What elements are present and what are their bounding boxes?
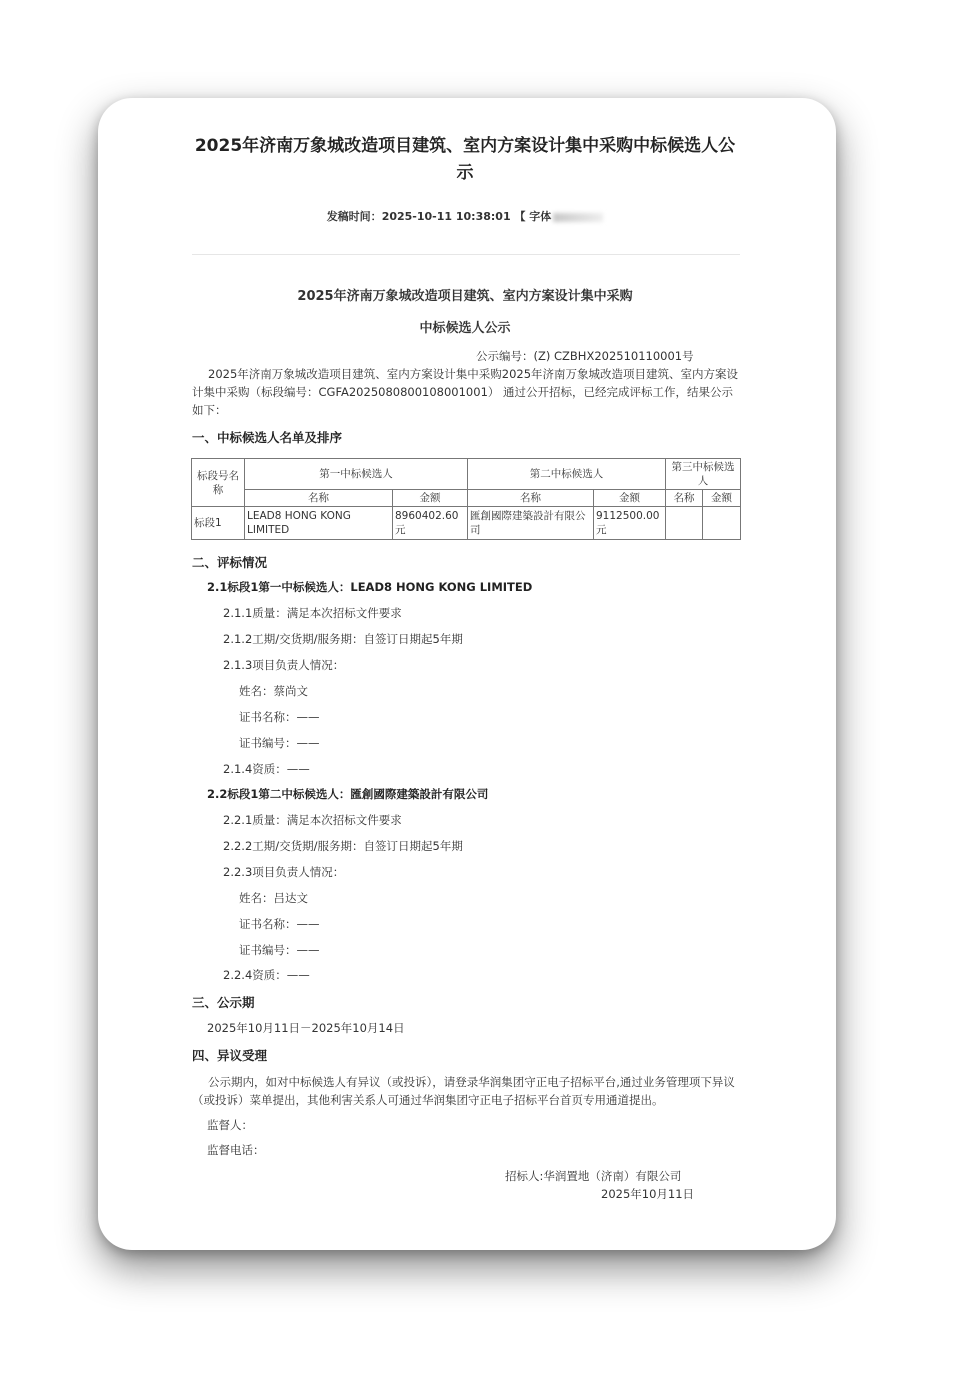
supervisor-label: 监督人： [207, 1118, 253, 1132]
objection-paragraph: 公示期内，如对中标候选人有异议（或投诉），请登录华润集团守正电子招标平台,通过业务管理项下异议（或投诉）菜单提出，其他利害关系人可通过华润集团守正电子招标平台首页专用通道提出。 [192, 1075, 735, 1107]
font-size-control[interactable]: 【 字体 [514, 210, 552, 223]
publicity-period: 2025年10月11日－2025年10月14日 [207, 1021, 405, 1035]
divider [192, 254, 740, 255]
header-first: 第一中标候选人 [245, 459, 468, 490]
page-title: 2025年济南万象城改造项目建筑、室内方案设计集中采购中标候选人公示 [194, 136, 736, 183]
notice-heading: 2025年济南万象城改造项目建筑、室内方案设计集中采购 [297, 289, 633, 304]
publish-time: 2025-10-11 10:38:01 [381, 210, 511, 223]
sub-amount: 金额 [393, 490, 468, 507]
sub-amount: 金额 [594, 490, 666, 507]
notice-number: 公示编号：(Z) CZBHX202510110001号 [476, 349, 694, 363]
candidate-2-name: 姓名：吕达文 [239, 891, 308, 905]
candidate-1-title: 2.1标段1第一中标候选人：LEAD8 HONG KONG LIMITED [207, 580, 533, 594]
candidate-2-period: 2.2.2工期/交货期/服务期：自签订日期起5年期 [223, 839, 463, 853]
candidate-2-cert-name: 证书名称：—— [239, 917, 320, 931]
blurred-area [553, 213, 603, 222]
header-third: 第三中标候选人 [666, 459, 741, 490]
section-4-title: 四、异议受理 [192, 1048, 268, 1063]
header-second: 第二中标候选人 [468, 459, 666, 490]
table-row [192, 507, 741, 540]
cell-section: 标段1 [192, 507, 245, 540]
issue-date: 2025年10月11日 [601, 1187, 695, 1201]
cell-first-amount: 8960402.60元 [393, 507, 468, 540]
candidate-1-quality: 2.1.1质量：满足本次招标文件要求 [223, 606, 402, 620]
supervisor-phone-label: 监督电话： [207, 1143, 265, 1157]
section-1-title: 一、中标候选人名单及排序 [192, 430, 343, 445]
candidate-1-cert-no: 证书编号：—— [239, 736, 320, 750]
candidate-table [191, 458, 741, 540]
cell-first-name: LEAD8 HONG KONG LIMITED [245, 507, 393, 540]
candidate-1-name: 姓名：蔡尚文 [239, 684, 308, 698]
sub-amount: 金额 [703, 490, 741, 507]
candidate-1-qualification: 2.1.4资质：—— [223, 762, 310, 776]
tenderer: 招标人:华润置地（济南）有限公司 [505, 1169, 682, 1183]
candidate-2-title: 2.2标段1第二中标候选人：匯創國際建築設計有限公司 [207, 787, 489, 801]
candidate-2-cert-no: 证书编号：—— [239, 943, 320, 957]
candidate-1-manager: 2.1.3项目负责人情况： [223, 658, 345, 672]
notice-subheading: 中标候选人公示 [419, 321, 511, 336]
sub-name: 名称 [468, 490, 594, 507]
candidate-2-quality: 2.2.1质量：满足本次招标文件要求 [223, 813, 402, 827]
sub-name: 名称 [245, 490, 393, 507]
section-3-title: 三、公示期 [192, 995, 255, 1010]
candidate-1-period: 2.1.2工期/交货期/服务期：自签订日期起5年期 [223, 632, 463, 646]
cell-second-name: 匯創國際建築設計有限公司 [468, 507, 594, 540]
cell-second-amount: 9112500.00元 [594, 507, 666, 540]
publish-meta [190, 208, 740, 224]
candidate-2-manager: 2.2.3项目负责人情况： [223, 865, 345, 879]
publish-label: 发稿时间： [326, 210, 382, 223]
candidate-1-cert-name: 证书名称：—— [239, 710, 320, 724]
header-section: 标段号名称 [192, 459, 245, 507]
sub-name: 名称 [666, 490, 703, 507]
cell-third-amount [703, 507, 741, 540]
intro-paragraph: 2025年济南万象城改造项目建筑、室内方案设计集中采购2025年济南万象城改造项目建筑、室内方案设计集中采购（标段编号：CGFA20250808001080010​01） 通过公开招标，已经完成评标工作，结果公示如下： [192, 367, 739, 417]
candidate-2-qualification: 2.2.4资质：—— [223, 968, 310, 982]
section-2-title: 二、评标情况 [192, 555, 268, 570]
cell-third-name [666, 507, 703, 540]
